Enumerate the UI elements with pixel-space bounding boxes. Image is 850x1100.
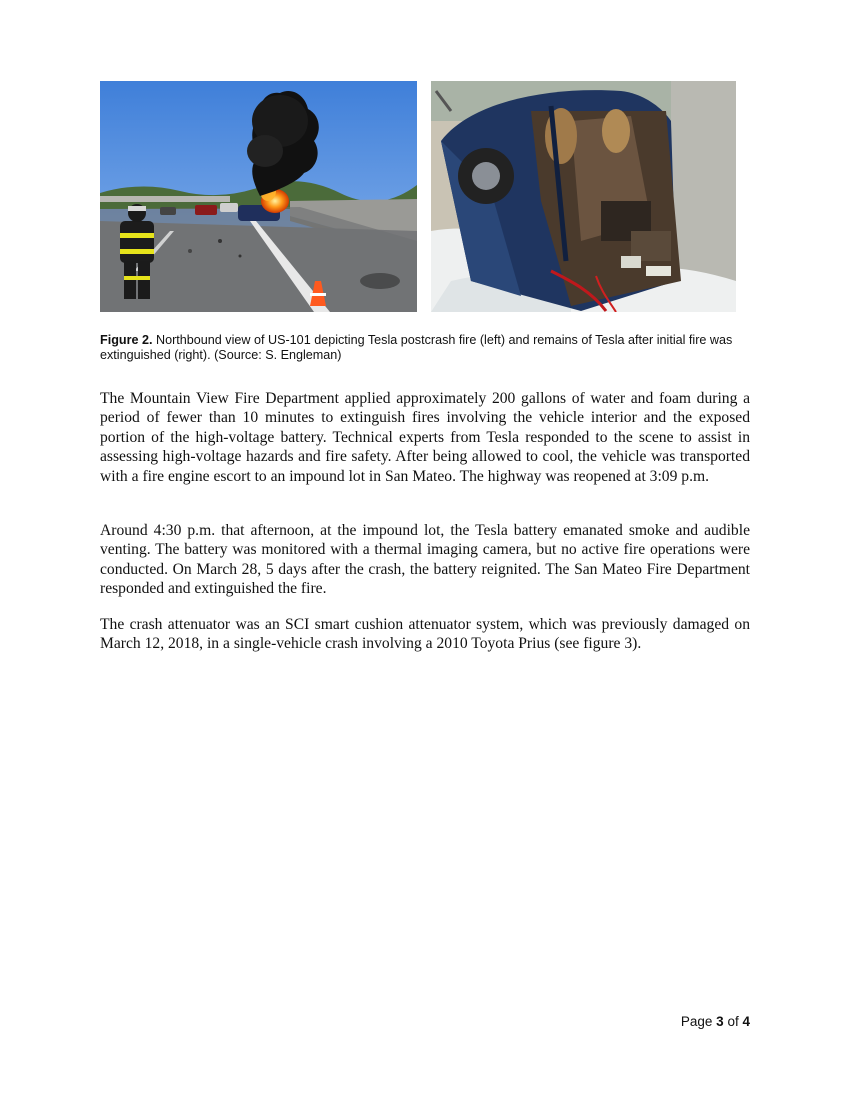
page-word: Page (680, 1014, 713, 1029)
photo-highway-fire (100, 81, 417, 312)
of-word: of (727, 1014, 739, 1029)
figure-caption-text: Northbound view of US-101 depicting Tesla postcrash fire (left) and remains of Tesla after initial fire was extinguished (right). (Source: S. Engleman) (100, 333, 733, 362)
page-total: 4 (742, 1014, 750, 1029)
page-current: 3 (716, 1014, 724, 1029)
figure-caption (100, 333, 752, 363)
body-paragraph: The crash attenuator was an SCI smart cushion attenuator system, which was previously damaged on March 12, 2018, in a single-vehicle crash involving a 2010 Toyota Prius (see figure 3). (100, 616, 750, 653)
body-paragraph: Around 4:30 p.m. that afternoon, at the impound lot, the Tesla battery emanated smoke and audible venting. The battery was monitored with a thermal imaging camera, but no active fire operations were conducted. On March 28, 5 days after the crash, the battery reignited. The San Mateo Fire Department responded and extinguished the fire. (100, 522, 750, 598)
figure-photos (100, 81, 740, 312)
figure-label: Figure 2. (100, 333, 153, 347)
photo-tesla-remains (431, 81, 736, 312)
body-paragraph: The Mountain View Fire Department applied approximately 200 gallons of water and foam during a period of fewer than 10 minutes to extinguish fires involving the vehicle interior and the exposed portion of the high-voltage battery. Technical experts from Tesla responded to the scene to assist in assessing high-voltage hazards and fire safety. After being allowed to cool, the vehicle was transported with a fire engine escort to an impound lot in San Mateo. The highway was reopened at 3:09 p.m. (100, 390, 750, 485)
page-number (681, 1014, 750, 1029)
